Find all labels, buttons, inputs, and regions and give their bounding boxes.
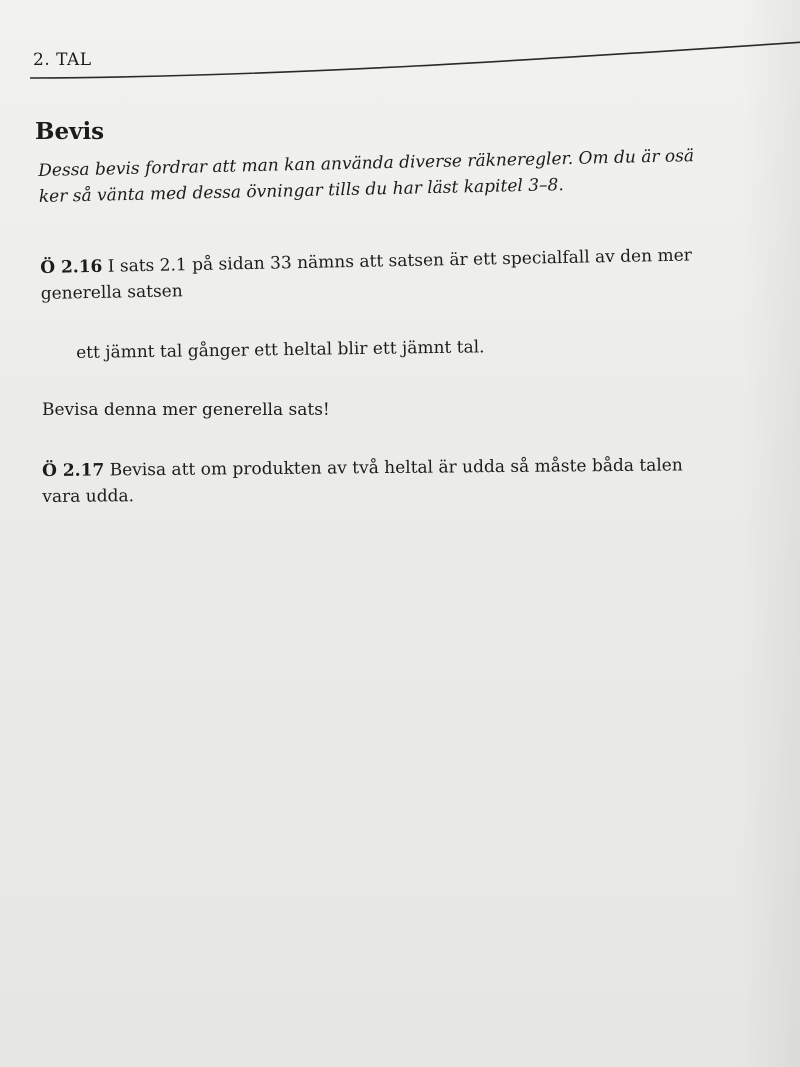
exercise-task: Bevisa denna mer generella sats! bbox=[42, 400, 330, 420]
exercise-text-line-2: generella satsen bbox=[40, 281, 183, 304]
exercise-2-17 bbox=[42, 452, 683, 510]
intro-line-1: Dessa bevis fordrar att man kan använda diverse räkneregler. Om du är osä bbox=[38, 146, 695, 181]
header-rule bbox=[30, 37, 800, 87]
section-intro bbox=[38, 140, 800, 210]
exercise-statement: ett jämnt tal gånger ett heltal blir ett jämnt tal. bbox=[76, 337, 485, 363]
exercise-text-line-2: vara udda. bbox=[42, 486, 135, 507]
chapter-running-head: 2. TAL bbox=[33, 50, 92, 70]
exercise-number: Ö 2.16 bbox=[40, 256, 103, 278]
section-heading: Bevis bbox=[35, 118, 105, 145]
intro-line-2: ker så vänta med dessa övningar tills du har läst kapitel 3–8. bbox=[38, 175, 564, 207]
exercise-number: Ö 2.17 bbox=[42, 460, 105, 481]
exercise-text-line-1: I sats 2.1 på sidan 33 nämns att satsen är ett specialfall av den mer bbox=[107, 245, 692, 277]
exercise-2-16 bbox=[40, 242, 693, 307]
exercise-text-line-1: Bevisa att om produkten av två heltal är udda så måste båda talen bbox=[109, 455, 683, 481]
